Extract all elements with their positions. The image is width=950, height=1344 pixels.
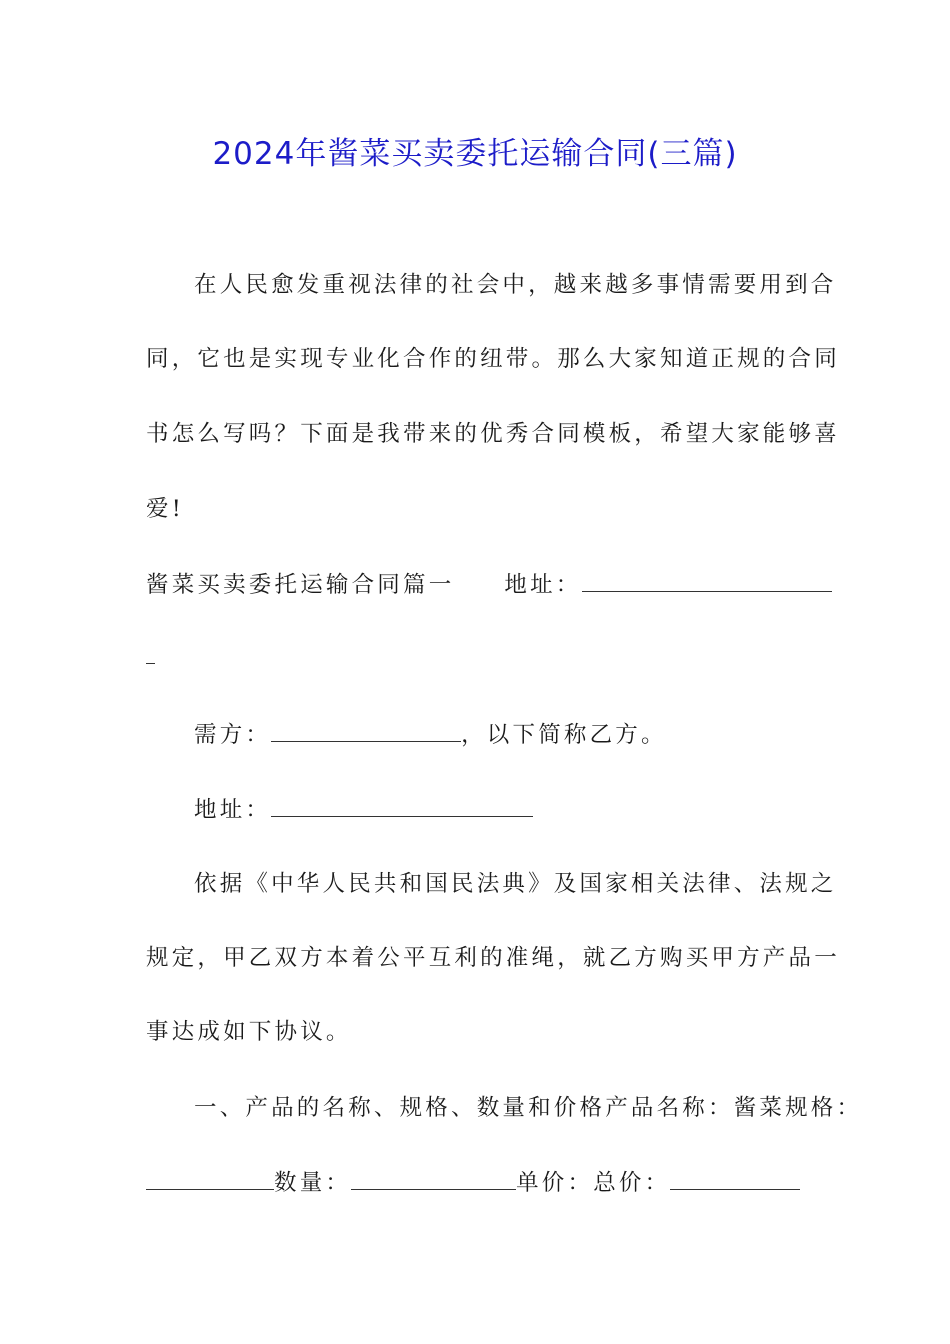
intro-line-3: 书怎么写吗？下面是我带来的优秀合同模板，希望大家能够喜 [146,421,840,447]
buyer-address-blank [271,794,533,817]
spec-blank [146,1167,274,1190]
section-heading-row [146,569,832,600]
intro-line-4: 爱! [146,496,184,522]
supplier-address-blank [582,569,832,592]
blank-underline [146,641,155,664]
clause-1-line-2 [146,1167,800,1198]
basis-line-1: 依据《中华人民共和国民法典》及国家相关法律、法规之 [194,871,837,897]
supplier-address-blank-continuation [146,641,155,672]
intro-line-1: 在人民愈发重视法律的社会中，越来越多事情需要用到合 [194,272,837,298]
buyer-name-blank [271,719,461,742]
clause-1-line-1: 一、产品的名称、规格、数量和价格产品名称：酱菜规格： [194,1095,863,1121]
basis-line-2: 规定，甲乙双方本着公平互利的准绳，就乙方购买甲方产品一 [146,945,840,971]
buyer-suffix: ，以下简称乙方。 [461,722,667,748]
buyer-address-row [194,794,533,825]
basis-line-3: 事达成如下协议。 [146,1019,352,1045]
quantity-blank [351,1167,516,1190]
unit-price-label: 单价：总价： [516,1170,671,1196]
buyer-row [194,719,667,750]
buyer-label: 需方： [194,722,272,748]
quantity-label: 数量： [274,1170,352,1196]
supplier-address-label: 地址： [504,572,582,598]
document-title: 2024年酱菜买卖委托运输合同(三篇) [212,136,738,172]
buyer-address-label: 地址： [194,797,272,823]
section-heading: 酱菜买卖委托运输合同篇一 [146,572,455,598]
intro-line-2: 同，它也是实现专业化合作的纽带。那么大家知道正规的合同 [146,346,840,372]
total-price-blank [670,1167,800,1190]
